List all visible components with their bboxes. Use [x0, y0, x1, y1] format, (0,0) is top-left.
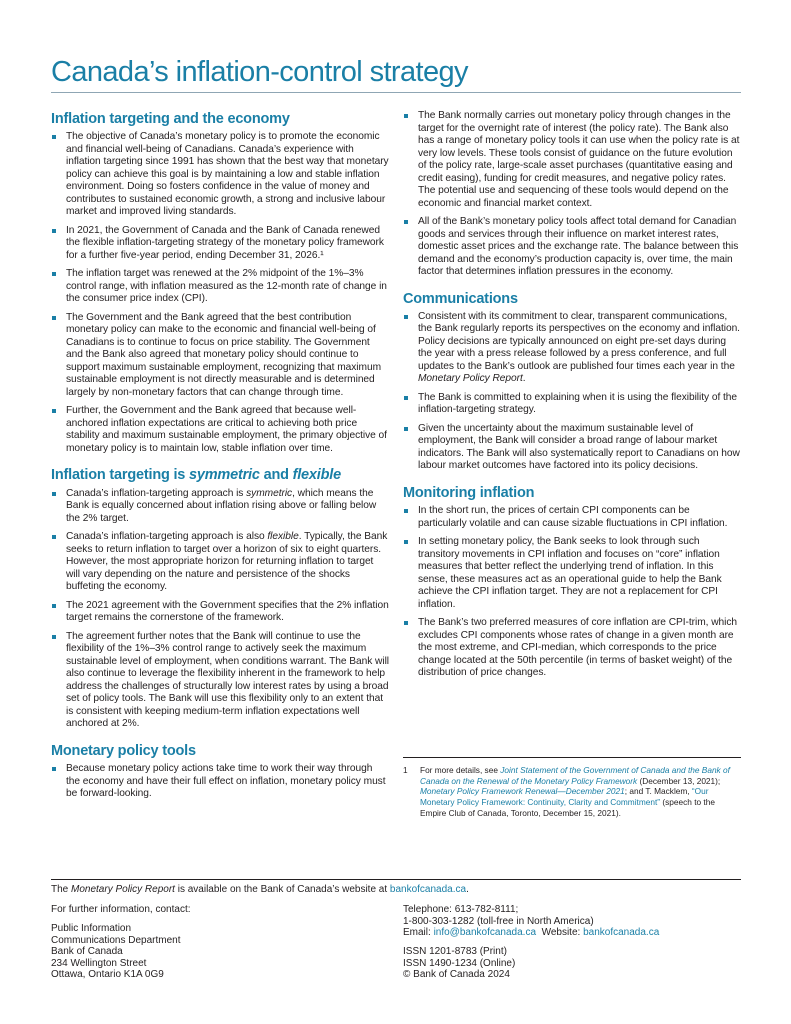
- text-emphasis: Monetary Policy Report: [418, 373, 523, 385]
- text: .: [466, 884, 469, 895]
- list-item: In the short run, the prices of certain CPI components can be particularly volatile and can cause sizable fluctuations in CPI inflation.: [403, 505, 741, 530]
- list-item: In setting monetary policy, the Bank seeks to look through such transitory movements in CPI inflation and focuses on “core” inflation measures that better reflect the underlying trend of inflation. In this sense, these measures act as an operational guide to help the Bank achieve the CPI inflation target. They are not a replacement for CPI inflation.: [403, 536, 741, 611]
- title-rule: [51, 92, 741, 93]
- list-item: The Bank is committed to explaining when it is using the flexibility of the inflation-targeting strategy.: [403, 392, 741, 417]
- heading-text: and: [259, 467, 293, 484]
- list-monitoring-inflation: [403, 505, 741, 680]
- list-item: The Bank normally carries out monetary policy through changes in the target for the overnight rate of interest (the policy rate). The Bank also has a range of monetary policy tools it can use when the policy rate is at very low levels. These tools consist of guidance on the future evolution of the policy rate, large-scale asset purchases (quantitative easing and credit easing), funding for credit measures, and negative policy rates. The potential use and sequencing of these tools would depend on the economic and financial market context.: [403, 110, 741, 210]
- footnote-link-speech[interactable]: “Our Monetary Policy Framework: Continuity, Clarity and Commitment”: [420, 786, 709, 808]
- text: (December 13, 2021);: [637, 775, 721, 786]
- text: Consistent with its commitment to clear, transparent communications, the Bank regularly reports its perspectives on the economy and inflation. Policy decisions are typically announced on eight pre-set days during the year with a press release followed by a press conference, and full updates to the Bank’s outlook are published four times each year in the: [418, 310, 740, 372]
- text: Canada’s inflation-targeting approach is: [66, 487, 247, 499]
- copyright: © Bank of Canada 2024: [403, 969, 510, 981]
- text: . Typically, the Bank seeks to return inflation to target over a horizon of six to eight quarters. However, the most appropriate horizon for returning inflation to target will vary depending on the nature and persistence of the shocks buffeting the economy.: [66, 531, 388, 593]
- email-label: Email:: [403, 927, 434, 939]
- footnote-link-joint-statement[interactable]: Joint Statement of the Government of Canada and the Bank of Canada on the Renewal of the Monetary Policy Framework: [420, 765, 730, 786]
- contact-label: For further information, contact:: [51, 904, 191, 915]
- footnote-text: [420, 765, 740, 819]
- text: For more details, see: [420, 765, 501, 775]
- footnote-link-framework-renewal[interactable]: Monetary Policy Framework Renewal—December 2021: [420, 786, 625, 797]
- text: .: [522, 373, 526, 385]
- list-item: [51, 488, 389, 526]
- text: ; and T. Macklem,: [624, 786, 692, 797]
- list-symmetric-flexible: [51, 488, 389, 731]
- heading-inflation-targeting-economy: Inflation targeting and the economy: [51, 111, 290, 127]
- heading-monetary-policy-tools: Monetary policy tools: [51, 742, 196, 759]
- address-line: Ottawa, Ontario K1A 0G9: [51, 969, 164, 981]
- address-line: 234 Wellington Street: [51, 957, 147, 969]
- list-monetary-policy-tools-right: [403, 110, 741, 279]
- website-label: Website:: [536, 927, 584, 939]
- footnote-rule: [403, 757, 741, 758]
- footnote: [403, 765, 740, 819]
- availability-note: [51, 884, 741, 896]
- contact-details: [403, 904, 741, 939]
- text-emphasis: symmetric: [246, 487, 293, 499]
- issn-online: ISSN 1490-1234 (Online): [403, 957, 516, 969]
- heading-monitoring-inflation: Monitoring inflation: [403, 484, 535, 501]
- heading-communications: Communications: [403, 290, 518, 307]
- email-link[interactable]: info@bankofcanada.ca: [433, 927, 537, 939]
- list-item: In 2021, the Government of Canada and the Bank of Canada renewed the flexible inflation-targeting strategy of the monetary policy framework for a further five-year period, ending December 31, 2026.¹: [51, 225, 389, 263]
- list-item: The 2021 agreement with the Government specifies that the 2% inflation target remains the cornerstone of the framework.: [51, 600, 389, 625]
- telephone: Telephone: 613-782-8111;: [403, 904, 519, 915]
- list-item: Because monetary policy actions take time to work their way through the economy and have their full effect on inflation, monetary policy must be forward-looking.: [51, 763, 389, 801]
- list-item: All of the Bank’s monetary policy tools affect total demand for Canadian goods and services through their influence on market interest rates, domestic asset prices and the exchange rate. The balance between this demand and the economy’s production capacity is, over time, the main factor that determines inflation pressures in the economy.: [403, 216, 741, 279]
- text: The: [51, 884, 72, 895]
- contact-address: [51, 923, 381, 981]
- list-item: The objective of Canada’s monetary policy is to promote the economic and financial well-being of Canadians. Canada’s experience with inflation targeting since 1991 has shown that the best way that monetary policy can achieve this goal is by maintaining a low and stable inflation environment. Doing so fosters confidence in the value of money and contributes to sustained economic growth, a strong and inclusive labour market and improved living standards.: [51, 131, 389, 219]
- heading-text: Inflation targeting is: [51, 467, 189, 484]
- list-item: The agreement further notes that the Bank will continue to use the flexibility of the 1%–3% control range to actively seek the maximum sustainable level of employment, when conditions warrant. The Bank will also continue to leverage the flexibility inherent in the framework to help address the challenges of structurally low interest rates by using a broad set of policy tools. The Bank will use this flexibility only to an extent that is consistent with keeping medium-term inflation expectations well anchored at 2%.: [51, 631, 389, 731]
- list-monetary-policy-tools-left: [51, 763, 389, 801]
- address-line: Communications Department: [51, 934, 181, 946]
- heading-text-flexible: flexible: [292, 467, 341, 484]
- left-column: [51, 111, 389, 807]
- text: Canada’s inflation-targeting approach is also: [66, 531, 268, 543]
- footnote-number: 1: [403, 765, 408, 775]
- list-item: [51, 531, 389, 594]
- list-item: Given the uncertainty about the maximum sustainable level of employment, the Bank will consider a broad range of labour market indicators. The Bank will also systematically report to Canadians on how labour market outcomes have factored into its policy decisions.: [403, 423, 741, 473]
- list-item: [403, 311, 741, 386]
- list-item: The Bank’s two preferred measures of core inflation are CPI-trim, which excludes CPI components whose rates of change in a given month are the most extreme, and CPI-median, which corresponds to the price change located at the 50th percentile (in terms of basket weight) of the distribution of price changes.: [403, 617, 741, 680]
- text: , which means the Bank is equally concerned about inflation rising above or falling below the 2% target.: [66, 487, 377, 524]
- right-column: [403, 110, 741, 686]
- issn-block: [403, 946, 741, 981]
- list-item: Further, the Government and the Bank agreed that because well-anchored inflation expectations are critical to achieving both price stability and maximum sustainable employment, the primary objective of monetary policy is to maintain low, stable inflation over time.: [51, 405, 389, 455]
- text-emphasis: Monetary Policy Report: [71, 884, 175, 895]
- heading-symmetric-flexible: [51, 467, 389, 484]
- heading-text-symmetric: symmetric: [189, 467, 260, 484]
- telephone-tollfree: 1-800-303-1282 (toll-free in North America): [403, 915, 594, 927]
- text-emphasis: flexible: [267, 531, 299, 543]
- text: is available on the Bank of Canada’s website at: [174, 884, 390, 895]
- page-title: Canada’s inflation-control strategy: [51, 56, 468, 88]
- address-line: Public Information: [51, 923, 132, 934]
- list-item: The Government and the Bank agreed that the best contribution monetary policy can make to the economic and financial well-being of Canadians is to continue to focus on price stability. The Government and the Bank also agreed that monetary policy should continue to support maximum sustainable employment, recognizing that maximum sustainable employment is not directly measurable and is determined largely by non-monetary factors that can change through time.: [51, 312, 389, 400]
- website-link[interactable]: bankofcanada.ca: [389, 884, 467, 895]
- email-website-line: [403, 927, 741, 939]
- footer-rule: [51, 879, 741, 880]
- list-item: The inflation target was renewed at the 2% midpoint of the 1%–3% control range, with inflation measured as the 12-month rate of change in the consumer price index (CPI).: [51, 268, 389, 306]
- issn-print: ISSN 1201-8783 (Print): [403, 946, 507, 957]
- text: (speech to the Empire Club of Canada, Toronto, December 15, 2021).: [420, 797, 715, 818]
- list-inflation-targeting-economy: [51, 131, 389, 455]
- website-link[interactable]: bankofcanada.ca: [583, 927, 660, 939]
- list-communications: [403, 311, 741, 473]
- address-line: Bank of Canada: [51, 946, 123, 958]
